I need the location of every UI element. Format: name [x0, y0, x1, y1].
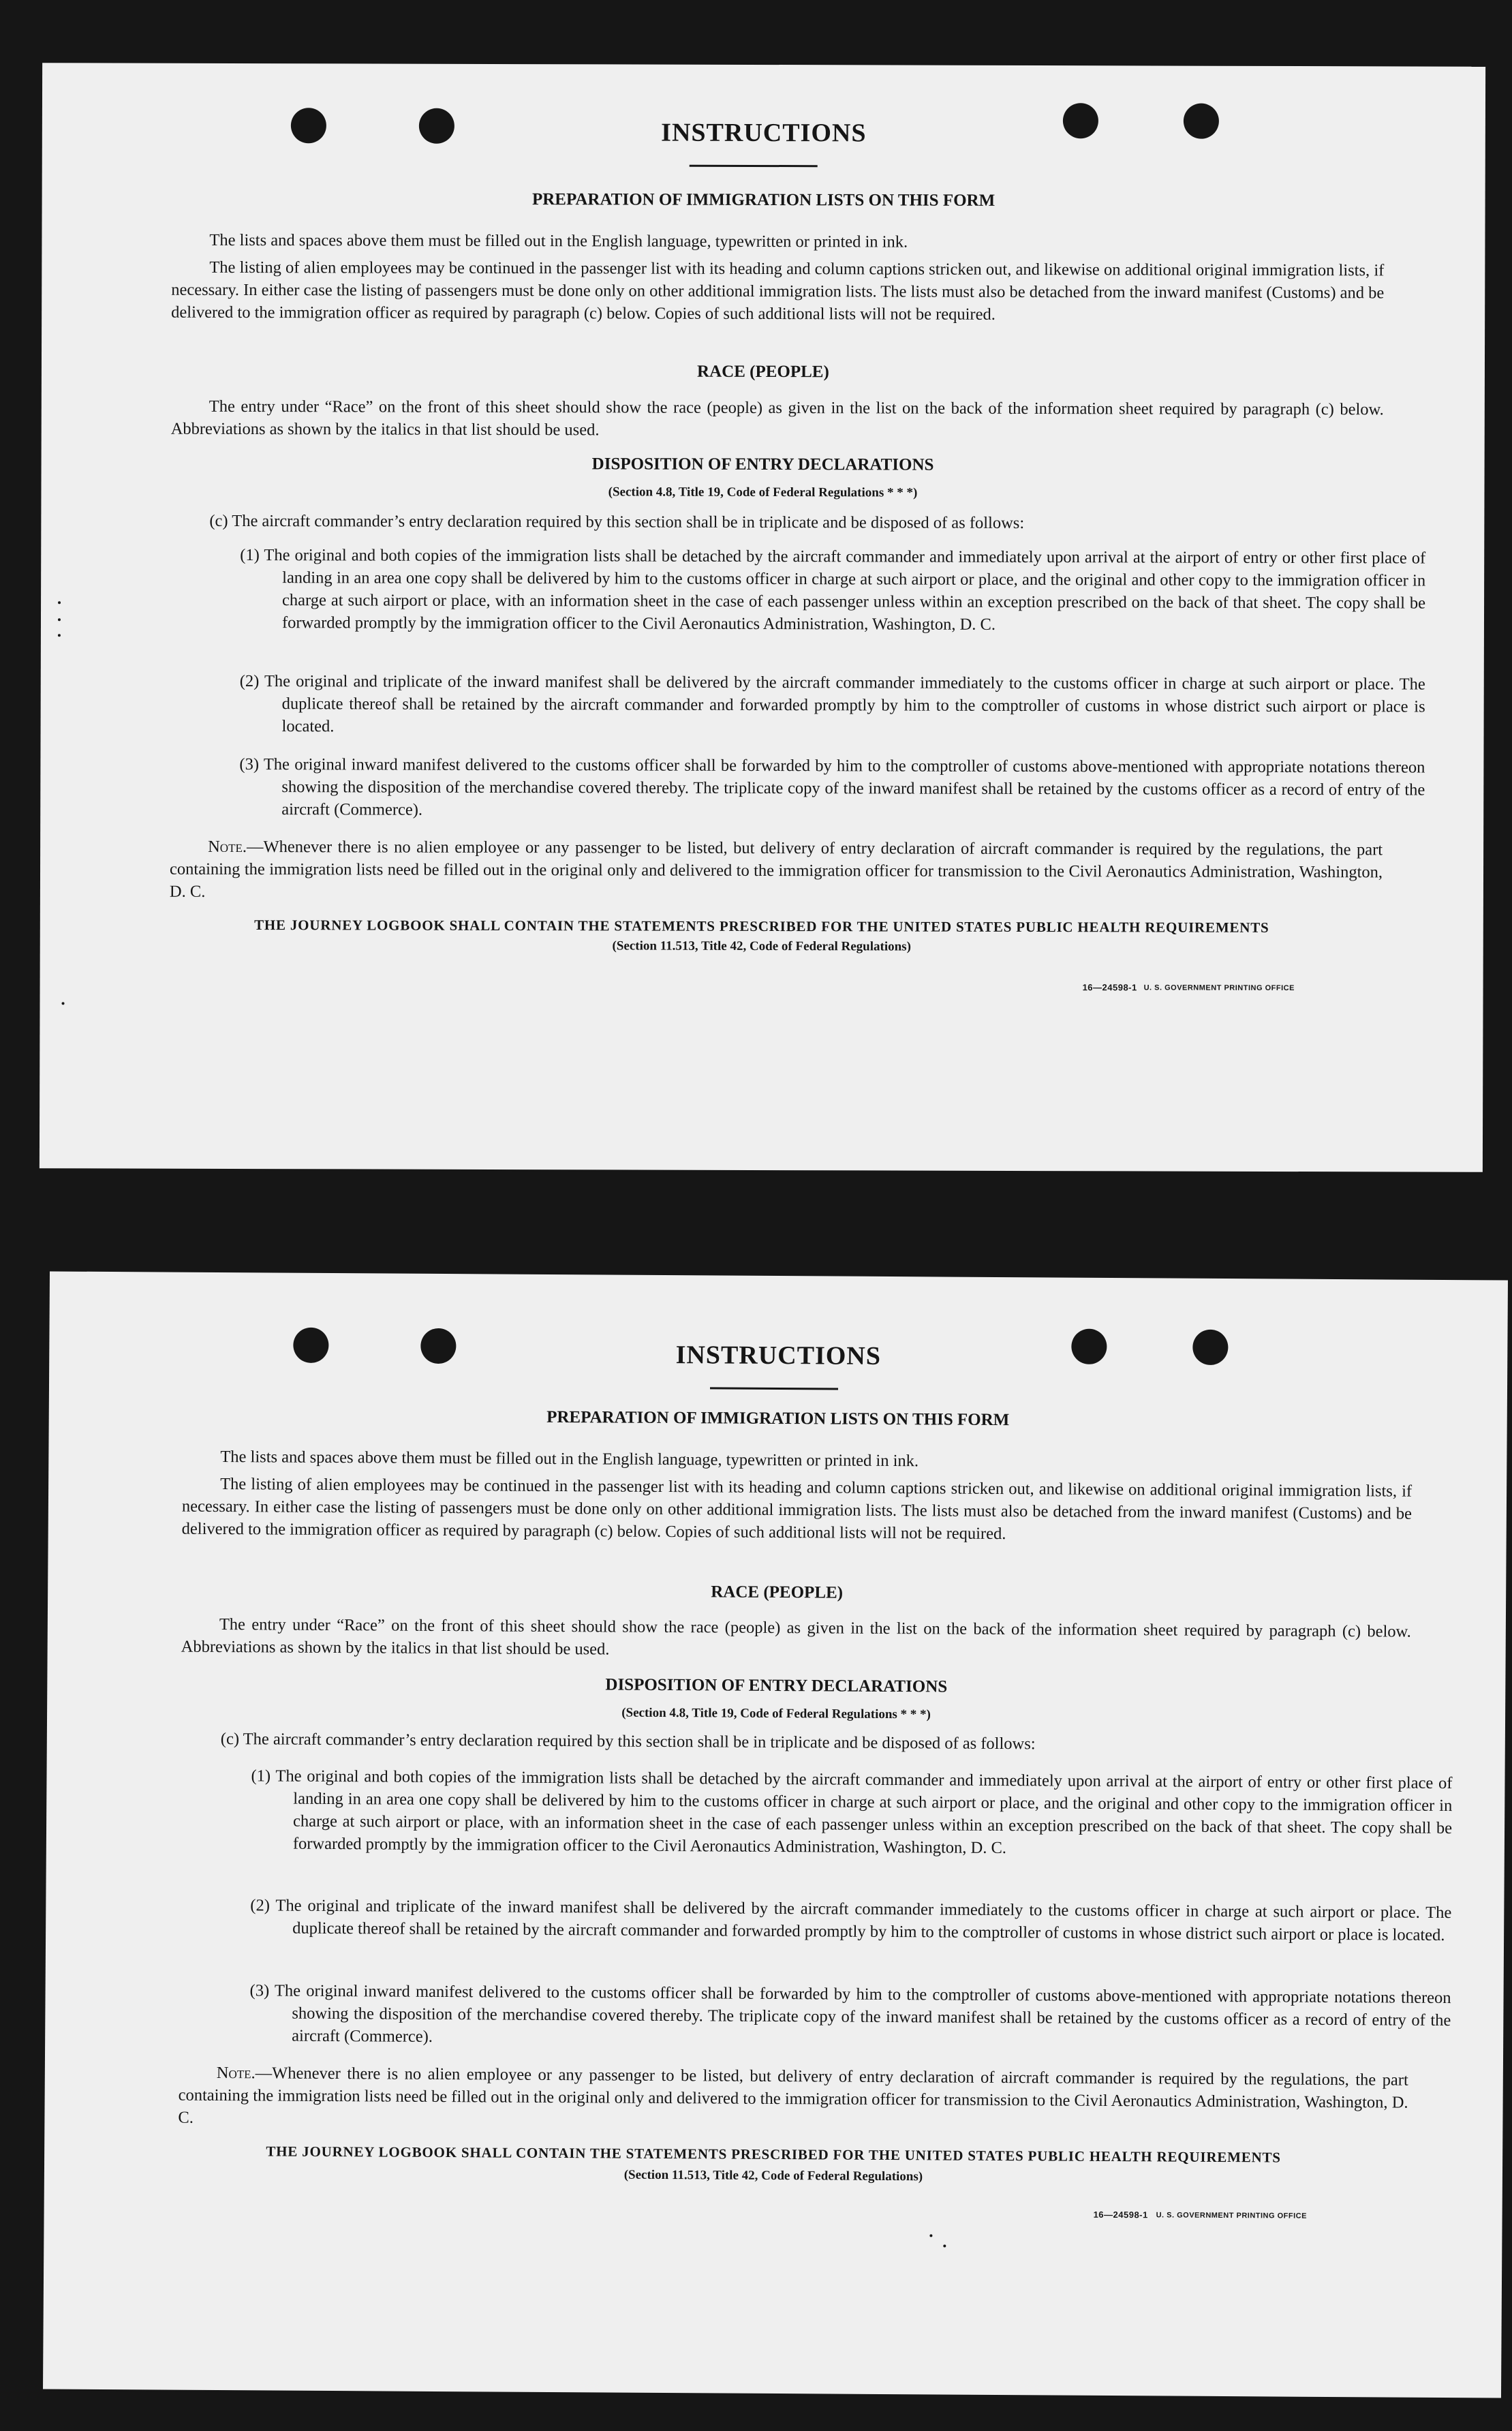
note-text: —Whenever there is no alien employee or any passenger to be listed, but delivery of entry declaration of aircraft commander is required by the regulations, the part containing the immigration lists need be filled out in the original only and delivered to the immigration officer for transmission to the Civil Aeronautics Administration, Washington, D. C. — [169, 838, 1383, 901]
paragraph-race: The entry under “Race” on the front of this sheet should show the race (people) as given in the list on the back of the information sheet required by paragraph (c) below. Abbreviations as shown by the italics in that list should be used. — [181, 1615, 1411, 1659]
journey-citation: (Section 11.513, Title 42, Code of Federal Regulations) — [612, 938, 911, 954]
paragraph-alien-employees: The listing of alien employees may be continued in the passenger list with its heading and column captions stricken out, and likewise on additional original immigration lists, if necessary. In either case the listing of passengers must be done only on other additional immigration lists. The lists must also be detached from the inward manifest (Customs) and be delivered to the immigration officer as required by paragraph (c) below. Copies of such additional lists will not be required. — [171, 258, 1385, 324]
section-heading-preparation: PREPARATION OF IMMIGRATION LISTS ON THIS FORM — [531, 190, 996, 210]
paragraph-c: (c) The aircraft commander’s entry declaration required by this section shall be in triplicate and be disposed of as follows: — [220, 1730, 1036, 1754]
paragraph-alien-employees: The listing of alien employees may be continued in the passenger list with its heading and column captions stricken out, and likewise on additional original immigration lists, if necessary. In either case the listing of passengers must be done only on other additional immigration lists. The lists must also be detached from the inward manifest (Customs) and be delivered to the immigration officer as required by paragraph (c) below. Copies of such additional lists will not be required. — [181, 1475, 1413, 1544]
instruction-sheet-top — [40, 63, 1485, 1172]
item-1: (1) The original and both copies of the immigration lists shall be detached by the aircraft commander and immediately upon arrival at the airport of entry or other first place of landing in an area one copy shall be delivered by him to the customs officer in charge at such airport or place, and the original and other copy to the immigration officer in charge at such airport or place, with an information sheet in the case of each passenger unless within an exception prescribed on the back of that sheet. The copy shall be forwarded promptly by the immigration officer to the Civil Aeronautics Administration, Washington, D. C. — [240, 545, 1426, 634]
instruction-sheet-bottom — [43, 1271, 1508, 2398]
journey-logbook-statement: THE JOURNEY LOGBOOK SHALL CONTAIN THE STATEMENTS PRESCRIBED FOR THE UNITED STATES PUBLIC HEALTH REQUIREMENTS — [254, 917, 1269, 936]
title-underline — [710, 1387, 838, 1390]
section-heading-race: RACE (PEOPLE) — [711, 1583, 844, 1602]
section-heading-preparation: PREPARATION OF IMMIGRATION LISTS ON THIS FORM — [546, 1407, 1010, 1430]
note-label: Note. — [216, 2063, 256, 2083]
page-speck — [58, 618, 61, 621]
paragraph-c: (c) The aircraft commander’s entry declaration required by this section shall be in triplicate and be disposed of as follows: — [209, 511, 1025, 533]
section-heading-disposition: DISPOSITION OF ENTRY DECLARATIONS — [591, 455, 934, 474]
form-number: 16—24598-1 — [1082, 982, 1137, 993]
journey-citation: (Section 11.513, Title 42, Code of Federal Regulations) — [623, 2167, 923, 2184]
title-underline — [690, 165, 818, 167]
paragraph-race: The entry under “Race” on the front of this sheet should show the race (people) as given in the list on the back of the information sheet required by paragraph (c) below. Abbreviations as shown by the italics in that list should be used. — [170, 397, 1384, 440]
page-speck — [62, 1002, 65, 1005]
printing-office-imprint: U. S. GOVERNMENT PRINTING OFFICE — [1143, 983, 1295, 993]
item-3: (3) The original inward manifest delivered to the customs officer shall be forwarded by him to the comptroller of customs above-mentioned with appropriate notations thereon showing the disposition of the merchandise covered thereby. The triplicate copy of the inward manifest shall be retained by the customs officer as a record of entry of the aircraft (Commerce). — [249, 1981, 1451, 2046]
form-number: 16—24598-1 — [1093, 2209, 1148, 2220]
printing-office-imprint: U. S. GOVERNMENT PRINTING OFFICE — [1156, 2211, 1307, 2220]
regulation-citation: (Section 4.8, Title 19, Code of Federal Regulations * * *) — [608, 485, 918, 500]
note-text: —Whenever there is no alien employee or any passenger to be listed, but delivery of entry declaration of aircraft commander is required by the regulations, the part containing the immigration lists need be filled out in the original only and delivered to the immigration officer for transmission to the Civil Aeronautics Administration, Washington, D. C. — [178, 2064, 1408, 2127]
item-2: (2) The original and triplicate of the inward manifest shall be delivered by the aircraft commander immediately to the customs officer in charge at such airport or place. The duplicate thereof shall be retained by the aircraft commander and forwarded promptly by him to the comptroller of customs in whose district such airport or place is located. — [250, 1896, 1452, 1945]
page-speck — [58, 634, 61, 637]
note-paragraph — [170, 836, 1383, 906]
page-speck — [943, 2245, 946, 2248]
paragraph-language: The lists and spaces above them must be filled out in the English language, typewritten or printed in ink. — [220, 1448, 919, 1471]
note-label: Note. — [208, 837, 247, 857]
journey-logbook-statement: THE JOURNEY LOGBOOK SHALL CONTAIN THE STATEMENTS PRESCRIBED FOR THE UNITED STATES PUBLIC HEALTH REQUIREMENTS — [266, 2143, 1281, 2166]
regulation-citation: (Section 4.8, Title 19, Code of Federal Regulations * * *) — [621, 1705, 931, 1722]
page-title: INSTRUCTIONS — [675, 1341, 882, 1371]
page-speck — [58, 601, 61, 604]
section-heading-race: RACE (PEOPLE) — [697, 362, 829, 382]
paragraph-language: The lists and spaces above them must be filled out in the English language, typewritten or printed in ink. — [209, 230, 908, 251]
item-1: (1) The original and both copies of the immigration lists shall be detached by the aircraft commander and immediately upon arrival at the airport of entry or other first place of landing in an area one copy shall be delivered by him to the customs officer in charge at such airport or place, and the original and other copy to the immigration officer in charge at such airport or place, with an information sheet in the case of each passenger unless within an exception prescribed on the back of that sheet. The copy shall be forwarded promptly by the immigration officer to the Civil Aeronautics Administration, Washington, D. C. — [251, 1767, 1453, 1858]
item-2: (2) The original and triplicate of the inward manifest shall be delivered by the aircraft commander immediately to the customs officer in charge at such airport or place. The duplicate thereof shall be retained by the aircraft commander and forwarded promptly by him to the comptroller of customs in whose district such airport or place is located. — [239, 671, 1425, 736]
section-heading-disposition: DISPOSITION OF ENTRY DECLARATIONS — [605, 1675, 948, 1696]
page-title: INSTRUCTIONS — [661, 118, 867, 148]
item-3: (3) The original inward manifest delivered to the customs officer shall be forwarded by him to the comptroller of customs above-mentioned with appropriate notations thereon showing the disposition of the merchandise covered thereby. The triplicate copy of the inward manifest shall be retained by the customs officer as a record of entry of the aircraft (Commerce). — [239, 754, 1425, 819]
page-speck — [929, 2234, 932, 2237]
note-paragraph — [178, 2062, 1408, 2137]
